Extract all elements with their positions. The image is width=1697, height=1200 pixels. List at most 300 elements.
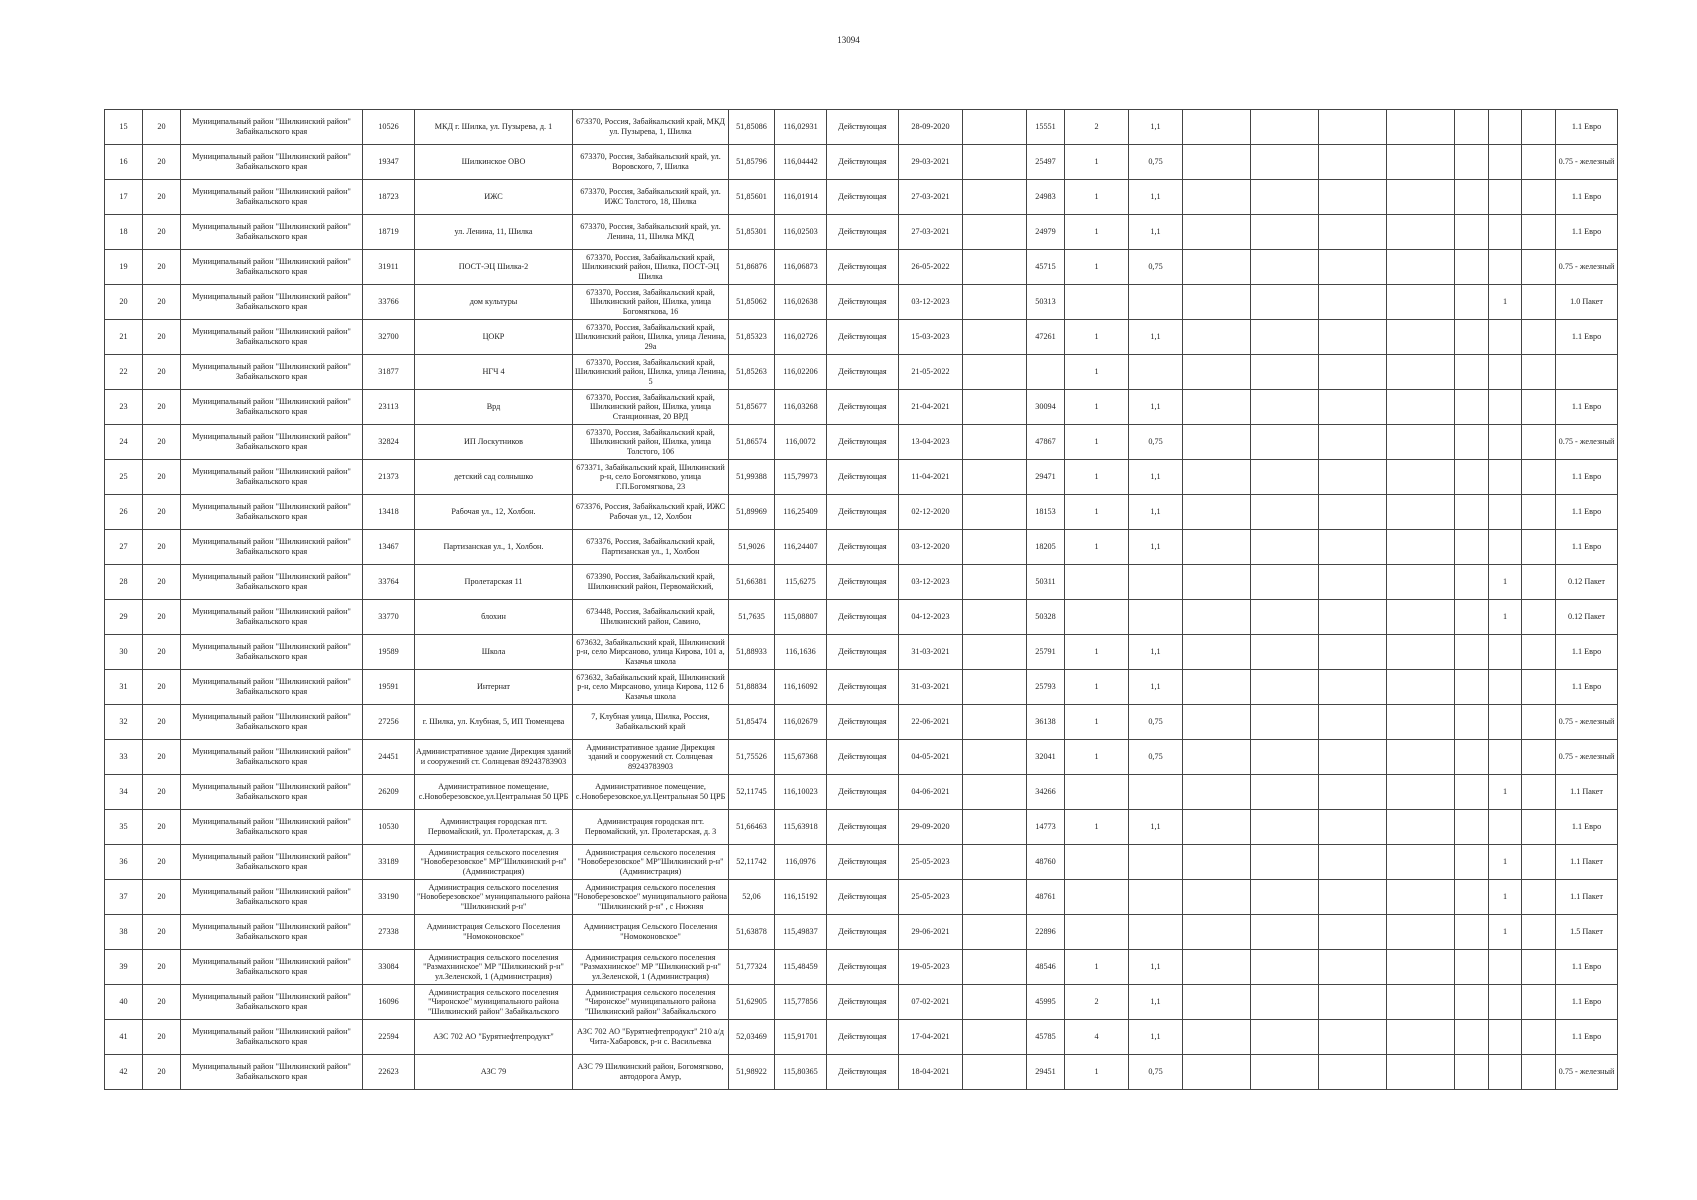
cell-text-cnt: 1 (1094, 437, 1099, 447)
cell-lat (729, 915, 775, 950)
cell-text-lon: 116,25409 (783, 507, 818, 517)
cell-text-address: 673370, Россия, Забайкальский край, МКД ул. Пузырева, 1, Шилка (575, 117, 726, 136)
cell-e3 (1251, 1020, 1319, 1055)
cell-text-lat: 51,66463 (736, 822, 767, 832)
cell-code (143, 250, 181, 285)
table-row (105, 635, 1618, 670)
cell-reg (1027, 250, 1065, 285)
cell-text-lat: 51,85062 (736, 297, 767, 307)
cell-text-lat: 51,85677 (736, 402, 767, 412)
cell-lat (729, 425, 775, 460)
cell-e2 (1183, 985, 1251, 1020)
cell-text-name: детский сад солнышко (453, 472, 534, 482)
cell-text-lon: 116,02931 (783, 122, 818, 132)
cell-cnt (1065, 880, 1129, 915)
cell-pkg (1489, 845, 1522, 880)
cell-text-address: АЗС 702 АО "Бурятнефтепродукт" 210 а/д Чита-Хабаровск, р-н с. Васильевка (577, 1027, 724, 1046)
cell-text-n: 37 (119, 892, 128, 902)
cell-cnt (1065, 985, 1129, 1020)
cell-text-reg: 24983 (1035, 192, 1056, 202)
cell-n (105, 390, 143, 425)
cell-text-pkg: 1 (1502, 612, 1508, 622)
cell-e7 (1522, 740, 1556, 775)
cell-text-date: 25-05-2023 (911, 857, 950, 867)
cell-vol (1129, 600, 1183, 635)
cell-cnt (1065, 250, 1129, 285)
cell-type (1556, 705, 1618, 740)
cell-text-status: Действующая (838, 857, 887, 867)
cell-text-cnt: 1 (1094, 192, 1099, 202)
cell-text-date: 13-04-2023 (911, 437, 950, 447)
cell-text-n: 32 (119, 717, 128, 727)
cell-e6 (1455, 775, 1489, 810)
cell-e3 (1251, 145, 1319, 180)
cell-name (415, 145, 573, 180)
cell-text-date: 29-09-2020 (911, 822, 950, 832)
cell-reg (1027, 215, 1065, 250)
cell-text-lon: 116,04442 (783, 157, 818, 167)
cell-name (415, 460, 573, 495)
cell-id (363, 285, 415, 320)
cell-reg (1027, 110, 1065, 145)
cell-name (415, 600, 573, 635)
cell-text-n: 31 (119, 682, 128, 692)
cell-text-address: 673376, Россия, Забайкальский край, ИЖС Рабочая ул., 12, Холбон (575, 502, 726, 521)
cell-lon (775, 110, 827, 145)
cell-text-cnt: 1 (1094, 262, 1099, 272)
cell-text-vol: 1,1 (1150, 227, 1161, 237)
cell-district (181, 145, 363, 180)
cell-address (573, 110, 729, 145)
cell-text-lat: 51,86876 (736, 262, 767, 272)
cell-district (181, 530, 363, 565)
cell-code (143, 215, 181, 250)
cell-text-lon: 115,91701 (783, 1032, 818, 1042)
cell-id (363, 810, 415, 845)
cell-e3 (1251, 495, 1319, 530)
cell-status (827, 355, 899, 390)
cell-date (899, 215, 963, 250)
cell-code (143, 320, 181, 355)
cell-vol (1129, 530, 1183, 565)
cell-e1 (963, 495, 1027, 530)
cell-district (181, 425, 363, 460)
cell-text-district: Муниципальный район "Шилкинский район" Забайкальского края (192, 572, 351, 591)
cell-text-code: 20 (157, 367, 166, 377)
cell-text-lat: 52,11745 (736, 787, 767, 797)
cell-e3 (1251, 460, 1319, 495)
cell-text-vol: 1,1 (1150, 402, 1161, 412)
cell-lat (729, 180, 775, 215)
cell-e3 (1251, 390, 1319, 425)
cell-text-district: Муниципальный район "Шилкинский район" Забайкальского края (192, 502, 351, 521)
cell-date (899, 285, 963, 320)
cell-text-code: 20 (157, 157, 166, 167)
cell-n (105, 845, 143, 880)
cell-status (827, 600, 899, 635)
cell-reg (1027, 495, 1065, 530)
cell-text-id: 32824 (378, 437, 399, 447)
cell-text-n: 40 (119, 997, 128, 1007)
cell-text-lat: 51,63878 (736, 927, 767, 937)
cell-text-reg: 14773 (1035, 822, 1056, 832)
cell-e2 (1183, 285, 1251, 320)
cell-text-id: 13418 (378, 507, 399, 517)
cell-n (105, 810, 143, 845)
cell-cnt (1065, 355, 1129, 390)
table-row (105, 915, 1618, 950)
cell-text-district: Муниципальный район "Шилкинский район" Забайкальского края (192, 327, 351, 346)
cell-e6 (1455, 285, 1489, 320)
cell-text-address: 673632, Забайкальский край, Шилкинский р-н, село Мирсаново, улица Кирова, 112 б Казачья школа (576, 672, 725, 701)
table-row (105, 1020, 1618, 1055)
cell-text-status: Действующая (838, 682, 887, 692)
cell-text-name: Администрация Сельского Поселения "Номоконовское" (426, 922, 561, 941)
cell-e7 (1522, 705, 1556, 740)
cell-cnt (1065, 845, 1129, 880)
cell-e1 (963, 775, 1027, 810)
cell-cnt (1065, 180, 1129, 215)
cell-district (181, 495, 363, 530)
cell-text-date: 18-04-2021 (911, 1067, 950, 1077)
cell-address (573, 600, 729, 635)
cell-date (899, 670, 963, 705)
cell-e7 (1522, 775, 1556, 810)
cell-text-reg: 45995 (1035, 997, 1056, 1007)
cell-id (363, 845, 415, 880)
cell-e3 (1251, 635, 1319, 670)
cell-text-lon: 115,63918 (783, 822, 818, 832)
cell-e6 (1455, 390, 1489, 425)
cell-text-address: 673448, Россия, Забайкальский край, Шилкинский район, Савино, (586, 607, 715, 626)
cell-code (143, 355, 181, 390)
cell-address (573, 180, 729, 215)
cell-pkg (1489, 670, 1522, 705)
cell-id (363, 180, 415, 215)
cell-e3 (1251, 950, 1319, 985)
cell-e1 (963, 635, 1027, 670)
cell-text-lat: 51,85263 (736, 367, 767, 377)
cell-text-name: г. Шилка, ул. Клубная, 5, ИП Тюменцева (422, 717, 565, 727)
cell-text-address: 673632, Забайкальский край, Шилкинский р-н, село Мирсаново, улица Кирова, 101 а, Казачья школа (576, 637, 725, 666)
table-row (105, 215, 1618, 250)
cell-e5 (1387, 215, 1455, 250)
cell-code (143, 145, 181, 180)
cell-e7 (1522, 565, 1556, 600)
cell-lat (729, 1020, 775, 1055)
cell-date (899, 110, 963, 145)
cell-text-date: 03-12-2020 (911, 542, 950, 552)
cell-pkg (1489, 705, 1522, 740)
cell-e3 (1251, 565, 1319, 600)
cell-e3 (1251, 740, 1319, 775)
cell-status (827, 845, 899, 880)
cell-text-address: 673370, Россия, Забайкальский край, Шилкинский район, Шилка, улица Богомягкова, 16 (586, 287, 715, 316)
cell-text-reg: 45785 (1035, 1032, 1056, 1042)
cell-text-district: Муниципальный район "Шилкинский район" Забайкальского края (192, 117, 351, 136)
cell-e7 (1522, 530, 1556, 565)
cell-vol (1129, 145, 1183, 180)
cell-e2 (1183, 320, 1251, 355)
cell-text-lon: 116,1636 (785, 647, 816, 657)
cell-n (105, 985, 143, 1020)
cell-text-status: Действующая (838, 157, 887, 167)
cell-cnt (1065, 740, 1129, 775)
cell-e2 (1183, 250, 1251, 285)
cell-e5 (1387, 530, 1455, 565)
cell-district (181, 1020, 363, 1055)
cell-text-district: Муниципальный район "Шилкинский район" Забайкальского края (192, 957, 351, 976)
cell-e5 (1387, 285, 1455, 320)
cell-id (363, 530, 415, 565)
cell-e7 (1522, 355, 1556, 390)
cell-vol (1129, 565, 1183, 600)
cell-e4 (1319, 355, 1387, 390)
cell-e1 (963, 285, 1027, 320)
cell-e2 (1183, 845, 1251, 880)
cell-text-status: Действующая (838, 927, 887, 937)
cell-code (143, 670, 181, 705)
cell-text-date: 31-03-2021 (911, 647, 950, 657)
cell-status (827, 810, 899, 845)
cell-type (1556, 460, 1618, 495)
cell-e2 (1183, 425, 1251, 460)
cell-text-cnt: 1 (1094, 332, 1099, 342)
cell-text-lat: 51,89969 (736, 507, 767, 517)
cell-text-district: Муниципальный район "Шилкинский район" Забайкальского края (192, 607, 351, 626)
cell-reg (1027, 145, 1065, 180)
cell-text-type: 0.75 - железный (1558, 437, 1615, 447)
cell-e6 (1455, 250, 1489, 285)
cell-e3 (1251, 670, 1319, 705)
cell-code (143, 635, 181, 670)
cell-e3 (1251, 355, 1319, 390)
cell-text-n: 21 (119, 332, 128, 342)
cell-text-type: 1.1 Евро (1571, 962, 1602, 972)
cell-text-name: Администрация сельского поселения "Чиронское" муниципального района "Шилкинский район" Забайкальского (427, 987, 560, 1016)
cell-text-date: 26-05-2022 (911, 262, 950, 272)
cell-date (899, 355, 963, 390)
cell-text-lon: 115,49837 (783, 927, 818, 937)
cell-text-vol: 1,1 (1150, 822, 1161, 832)
cell-lon (775, 285, 827, 320)
cell-reg (1027, 705, 1065, 740)
cell-address (573, 355, 729, 390)
cell-e3 (1251, 985, 1319, 1020)
cell-lat (729, 810, 775, 845)
cell-e2 (1183, 775, 1251, 810)
cell-cnt (1065, 1055, 1129, 1090)
cell-lat (729, 495, 775, 530)
cell-text-cnt: 1 (1094, 157, 1099, 167)
cell-text-lat: 51,77324 (736, 962, 767, 972)
cell-text-name: ИП Лоскутников (464, 437, 523, 447)
cell-reg (1027, 1055, 1065, 1090)
cell-cnt (1065, 950, 1129, 985)
cell-text-district: Муниципальный район "Шилкинский район" Забайкальского края (192, 887, 351, 906)
cell-e7 (1522, 1055, 1556, 1090)
cell-vol (1129, 810, 1183, 845)
cell-lon (775, 950, 827, 985)
cell-e4 (1319, 880, 1387, 915)
cell-pkg (1489, 215, 1522, 250)
cell-date (899, 145, 963, 180)
cell-n (105, 460, 143, 495)
cell-reg (1027, 915, 1065, 950)
cell-text-district: Муниципальный район "Шилкинский район" Забайкальского края (192, 992, 351, 1011)
cell-name (415, 285, 573, 320)
cell-e7 (1522, 425, 1556, 460)
cell-text-id: 22594 (378, 1032, 399, 1042)
cell-text-id: 10526 (378, 122, 399, 132)
cell-reg (1027, 355, 1065, 390)
cell-lon (775, 215, 827, 250)
cell-text-vol: 1,1 (1150, 962, 1161, 972)
cell-lon (775, 320, 827, 355)
table-row (105, 320, 1618, 355)
cell-text-id: 31877 (378, 367, 399, 377)
cell-text-code: 20 (157, 472, 166, 482)
cell-name (415, 950, 573, 985)
cell-text-status: Действующая (838, 577, 887, 587)
cell-id (363, 495, 415, 530)
cell-pkg (1489, 600, 1522, 635)
cell-text-lon: 116,02503 (783, 227, 818, 237)
cell-e4 (1319, 390, 1387, 425)
cell-status (827, 180, 899, 215)
cell-text-cnt: 1 (1094, 472, 1099, 482)
cell-text-type: 1.1 Евро (1571, 542, 1602, 552)
cell-e5 (1387, 740, 1455, 775)
cell-text-status: Действующая (838, 332, 887, 342)
cell-lat (729, 250, 775, 285)
cell-vol (1129, 110, 1183, 145)
cell-text-date: 17-04-2021 (911, 1032, 950, 1042)
cell-type (1556, 250, 1618, 285)
cell-type (1556, 1055, 1618, 1090)
cell-n (105, 880, 143, 915)
cell-name (415, 215, 573, 250)
cell-e4 (1319, 950, 1387, 985)
cell-text-code: 20 (157, 262, 166, 272)
cell-pkg (1489, 950, 1522, 985)
cell-id (363, 775, 415, 810)
cell-district (181, 915, 363, 950)
cell-e1 (963, 740, 1027, 775)
cell-text-code: 20 (157, 192, 166, 202)
cell-name (415, 915, 573, 950)
cell-text-code: 20 (157, 1032, 166, 1042)
cell-text-status: Действующая (838, 892, 887, 902)
table-row (105, 705, 1618, 740)
cell-code (143, 285, 181, 320)
cell-text-status: Действующая (838, 192, 887, 202)
cell-date (899, 320, 963, 355)
cell-e7 (1522, 285, 1556, 320)
cell-pkg (1489, 355, 1522, 390)
cell-name (415, 810, 573, 845)
cell-pkg (1489, 285, 1522, 320)
cell-text-cnt: 1 (1094, 682, 1099, 692)
cell-e2 (1183, 880, 1251, 915)
cell-e6 (1455, 1055, 1489, 1090)
cell-e2 (1183, 705, 1251, 740)
cell-e2 (1183, 1055, 1251, 1090)
cell-district (181, 215, 363, 250)
cell-e5 (1387, 950, 1455, 985)
cell-cnt (1065, 215, 1129, 250)
cell-lat (729, 390, 775, 425)
cell-date (899, 740, 963, 775)
cell-code (143, 460, 181, 495)
cell-text-district: Муниципальный район "Шилкинский район" Забайкальского края (192, 1062, 351, 1081)
cell-pkg (1489, 565, 1522, 600)
cell-e6 (1455, 880, 1489, 915)
cell-text-code: 20 (157, 297, 166, 307)
cell-text-pkg: 1 (1502, 787, 1508, 797)
cell-lon (775, 600, 827, 635)
cell-date (899, 950, 963, 985)
cell-district (181, 775, 363, 810)
cell-text-lon: 116,10023 (783, 787, 818, 797)
cell-vol (1129, 950, 1183, 985)
cell-cnt (1065, 320, 1129, 355)
cell-text-date: 07-02-2021 (911, 997, 950, 1007)
cell-text-cnt: 2 (1094, 997, 1099, 1007)
cell-text-name: Администрация городская пгт. Первомайский, ул. Пролетарская, д. 3 (427, 817, 560, 836)
cell-vol (1129, 1020, 1183, 1055)
cell-e5 (1387, 425, 1455, 460)
cell-e4 (1319, 565, 1387, 600)
cell-text-type: 1.1 Евро (1571, 997, 1602, 1007)
cell-e7 (1522, 460, 1556, 495)
cell-text-date: 21-05-2022 (911, 367, 950, 377)
cell-cnt (1065, 460, 1129, 495)
cell-text-code: 20 (157, 997, 166, 1007)
cell-lon (775, 565, 827, 600)
cell-text-name: ул. Ленина, 11, Шилка (454, 227, 533, 237)
cell-type (1556, 740, 1618, 775)
cell-lat (729, 775, 775, 810)
cell-text-n: 33 (119, 752, 128, 762)
cell-text-id: 10530 (378, 822, 399, 832)
cell-lat (729, 110, 775, 145)
cell-e1 (963, 705, 1027, 740)
cell-text-date: 11-04-2021 (911, 472, 950, 482)
cell-text-id: 16096 (378, 997, 399, 1007)
cell-vol (1129, 845, 1183, 880)
cell-district (181, 180, 363, 215)
cell-type (1556, 390, 1618, 425)
cell-address (573, 775, 729, 810)
table-row (105, 355, 1618, 390)
cell-text-code: 20 (157, 507, 166, 517)
cell-text-type: 1.1 Пакет (1570, 892, 1603, 902)
cell-text-status: Действующая (838, 262, 887, 272)
cell-e2 (1183, 635, 1251, 670)
cell-id (363, 110, 415, 145)
cell-vol (1129, 460, 1183, 495)
cell-text-district: Муниципальный район "Шилкинский район" Забайкальского края (192, 817, 351, 836)
cell-e4 (1319, 705, 1387, 740)
cell-lon (775, 145, 827, 180)
cell-e4 (1319, 145, 1387, 180)
cell-text-address: 673370, Россия, Забайкальский край, ул. Воровского, 7, Шилка (580, 152, 721, 171)
cell-text-district: Муниципальный район "Шилкинский район" Забайкальского края (192, 292, 351, 311)
cell-district (181, 565, 363, 600)
cell-status (827, 460, 899, 495)
cell-text-n: 39 (119, 962, 128, 972)
